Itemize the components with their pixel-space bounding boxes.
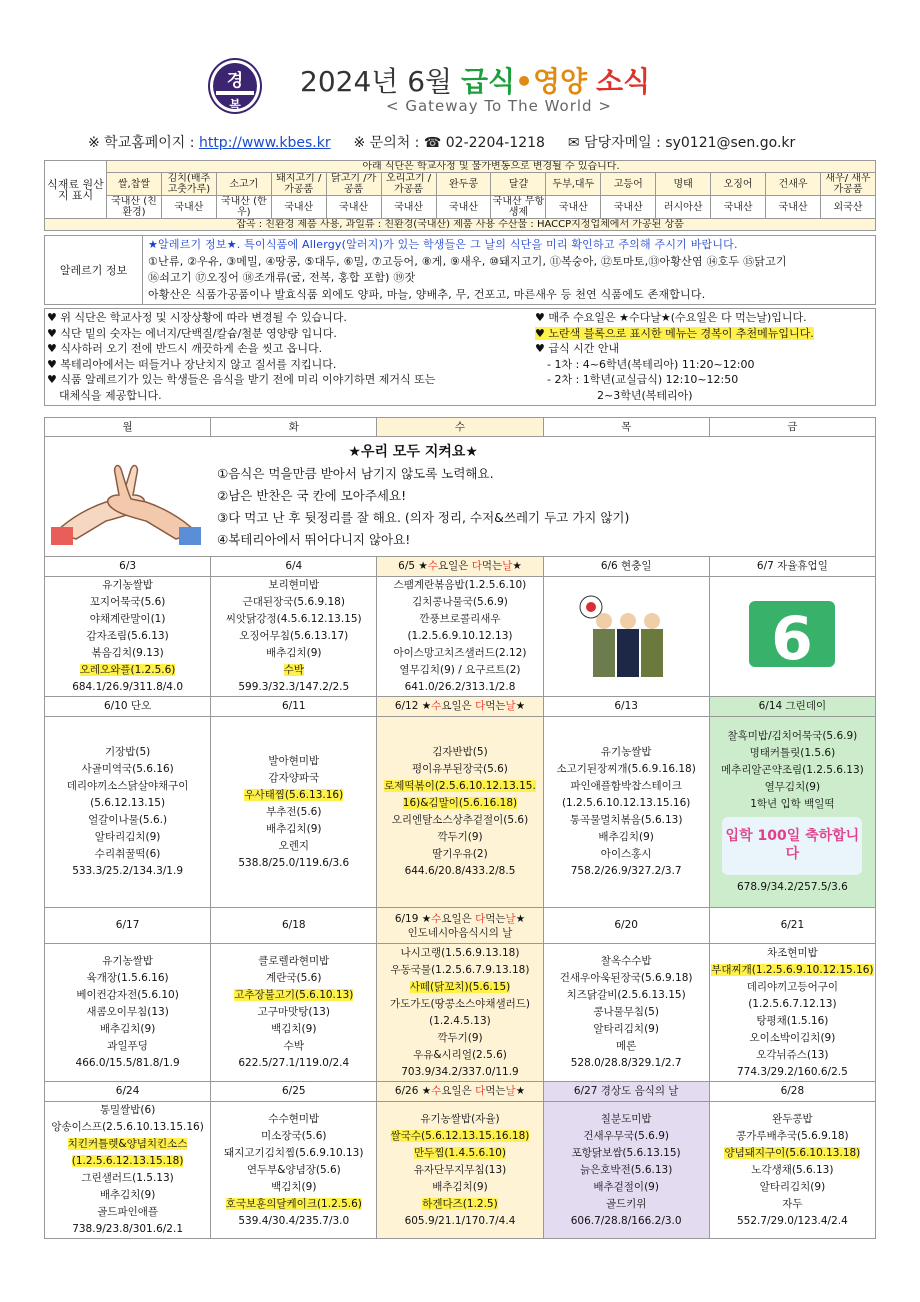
menu-item: 배추김치(9) [432, 1180, 488, 1193]
origin-value: 국내산 [326, 196, 381, 219]
menu-item: (5.6.12.13.15) [90, 797, 166, 809]
note-time-2: - 2차 : 1학년(교실급식) 12:10~12:50 [547, 373, 739, 386]
weekday-header: 수 [377, 418, 543, 437]
origin-value: 국내산 (친환경) [107, 196, 162, 219]
pinky-promise-illustration [51, 447, 201, 547]
nutrition-values: 758.2/26.9/327.2/3.7 [570, 865, 682, 877]
origin-value: 국내산 [601, 196, 656, 219]
email-label: 담당자메일 : [584, 135, 661, 151]
menu-item: 평이유부된장국(5.6) [412, 763, 508, 775]
menu-item: 수박 [283, 664, 304, 676]
menu-item: (1.2.5.6.9.10.12.13) [407, 630, 513, 642]
menu-item: 육개장(1.5.6.16) [86, 972, 169, 984]
menu-item: 건새우무국(5.6.9) [583, 1129, 669, 1142]
menu-item: 배추김치(9) [266, 647, 322, 659]
menu-item: 통밀쌀밥(6) [99, 1104, 156, 1116]
origin-value: 국내산 무항생제 [492, 196, 545, 218]
menu-0610 [45, 717, 211, 908]
menu-0611 [211, 717, 377, 908]
note-left-item: ♥ 식단 밑의 숫자는 에너지/단백질/칼슘/철분 영양량 입니다. [47, 326, 337, 340]
menu-item: 돼지고기김치찜(5.6.9.10.13) [224, 1146, 364, 1159]
phone-number: 02-2204-1218 [445, 135, 545, 151]
origin-item: 새우/ 새우가공품 [820, 173, 875, 196]
date-0618: 6/18 [211, 908, 377, 944]
origin-value: 국내산 [381, 196, 436, 219]
menu-item: 새콤오이무침(13) [86, 1006, 169, 1018]
wed-eat-all-tag: 6/19 ★수요일은 다먹는날★ [394, 912, 526, 925]
origin-row-label: 식재료 원산지 표시 [45, 161, 107, 219]
origin-item: 건새우 [766, 173, 821, 196]
menu-item: 오리엔탈소스상추겉절이(5.6) [391, 814, 529, 826]
menu-item: 김치콩나물국(5.6.9) [412, 596, 508, 608]
origin-item: 오징어 [711, 173, 766, 196]
menu-item: 발아현미밥 [268, 754, 320, 767]
school-logo [210, 60, 260, 112]
title-dot: • [515, 65, 533, 98]
note-left-item: ♥ 식품 알레르기가 있는 학생들은 음식을 받기 전에 미리 이야기하면 제거식 또는 [47, 373, 436, 386]
date-0606: 6/6 현충일 [543, 557, 709, 577]
menu-0605 [377, 577, 543, 697]
menu-item: 미소장국(5.6) [261, 1129, 327, 1142]
date-0620: 6/20 [543, 908, 709, 944]
origin-value: 국내산 [546, 196, 601, 219]
menu-item: 감자양파국 [268, 771, 320, 784]
menu-item: 열무김치(9) [764, 781, 821, 793]
note-left-item: 대체식을 제공합니다. [59, 388, 162, 402]
date-0626 [377, 1082, 543, 1102]
menu-item: 완두콩밥 [772, 1112, 813, 1125]
origin-item: 두부,대두 [546, 173, 601, 196]
date-0604: 6/4 [211, 557, 377, 577]
menu-item: (1.2.5.6.10.12.13.15.16) [561, 797, 691, 809]
menu-item: 탕평채(1.5.16) [756, 1014, 829, 1027]
menu-item: 김자반밥(5) [432, 746, 488, 758]
origin-value: 외국산 [820, 196, 875, 219]
date-0627: 6/27 경상도 음식의 날 [543, 1082, 709, 1102]
menu-item: 찰흑미밥/김치어묵국(5.6.9) [727, 730, 858, 742]
menu-item: 배추김치(9) [266, 822, 322, 835]
logo-bottom-text: 복 [229, 98, 241, 112]
allergy-line-4: 아황산은 식품가공품이나 발효식품 외에도 양파, 마늘, 양배추, 무, 건포고, 마른새우 등 천연 식품에도 존재합니다. [148, 287, 706, 301]
date-0619 [377, 908, 543, 944]
note-wednesday: ♥ 매주 수요일은 ★수다날★(수요일은 다 먹는날)입니다. [535, 311, 807, 324]
date-0621: 6/21 [709, 908, 875, 944]
menu-item: 배추김치(9) [99, 1023, 156, 1035]
meal-calendar [44, 417, 876, 1239]
menu-item: 꼬지어묵국(5.6) [89, 596, 166, 608]
menu-item: 알타리김치(9) [759, 1180, 826, 1193]
menu-0612 [377, 717, 543, 908]
phone-icon: ☎ [423, 135, 442, 151]
note-left-item: ♥ 위 식단은 학교사정 및 시장상황에 따라 변경될 수 있습니다. [47, 311, 347, 324]
title-date: 2024년 6월 [300, 65, 453, 98]
origin-value: 국내산 [271, 196, 326, 219]
menu-item: 콩가루배추국(5.6.9.18) [736, 1129, 849, 1142]
allergy-line-2: ①난류, ②우유, ③메밀, ④땅콩, ⑤대두, ⑥밀, ⑦고등어, ⑧게, ⑨새우, ⑩돼지고기, ⑪복숭아, ⑫토마토,⑬아황산염 ⑭호두 ⑮닭고기 [148, 254, 787, 268]
nutrition-values: 552.7/29.0/123.4/2.4 [736, 1214, 848, 1227]
menu-item: 그린샐러드(1.5.13) [81, 1172, 174, 1184]
note-time-1: - 1차 : 4~6학년(복테리아) 11:20~12:00 [547, 357, 755, 371]
menu-item: 기장밥(5) [104, 746, 151, 758]
date-0617: 6/17 [45, 908, 211, 944]
menu-item: (1.2.5.6.7.12.13) [748, 997, 837, 1010]
menu-item: 얼갈이나물(5.6.) [88, 814, 168, 826]
menu-item: 딸기우유(2) [432, 848, 488, 860]
menu-0627 [543, 1102, 709, 1239]
menu-item: 수수현미밥 [268, 1112, 320, 1125]
menu-item: 열무김치(9) / 요구르트(2) [399, 664, 521, 676]
page-subtitle: < Gateway To The World > [386, 97, 612, 115]
title-word-2: 영양 [533, 65, 588, 98]
menu-0624 [45, 1102, 211, 1239]
date-0614: 6/14 그린데이 [709, 697, 875, 717]
memorial-day-cell [543, 577, 709, 697]
rule-2: ②남은 반찬은 국 칸에 모아주세요! [217, 488, 407, 503]
menu-item: 골드키위 [605, 1197, 647, 1210]
menu-item: 가도가도(땅콩소스야채샐러드) [389, 997, 530, 1010]
contact-line [88, 132, 795, 152]
menu-item: 소고기된장찌개(5.6.9.16.18) [556, 763, 696, 775]
note-left-item: ♥ 식사하러 오기 전에 반드시 깨끗하게 손을 씻고 옵니다. [47, 342, 323, 355]
notice-box [44, 308, 876, 406]
menu-item: 베이컨감자전(5.6.10) [76, 989, 179, 1001]
menu-item: 노각생채(5.6.13) [751, 1163, 834, 1176]
menu-item: 치즈닭갈비(2.5.6.13.15) [566, 989, 686, 1001]
menu-item: 쌀국수(5.6.12.13.15.16.18) [390, 1129, 530, 1142]
weekday-header: 월 [45, 418, 211, 437]
mail-icon: ✉ [567, 135, 580, 151]
menu-item: 배추겉절이(9) [593, 1180, 659, 1193]
nutrition-values: 528.0/28.8/329.1/2.7 [570, 1057, 682, 1069]
menu-item: 백김치(9) [271, 1023, 317, 1035]
nutrition-values: 605.9/21.1/170.7/4.4 [404, 1214, 516, 1227]
menu-item: 깍두기(9) [437, 1031, 483, 1044]
origin-notice: 아래 식단은 학교사정 및 물가변동으로 변경될 수 있습니다. [107, 161, 876, 173]
notes-left [47, 310, 535, 403]
allergy-line-1: ★알레르기 정보★. 특이식품에 Allergy(알러지)가 있는 학생들은 그 날의 식단을 미리 확인하고 주의해 주시기 바랍니다. [148, 238, 738, 251]
menu-item: 깍두기(9) [437, 831, 483, 843]
date-0607: 6/7 자율휴업일 [709, 557, 875, 577]
nutrition-values: 703.9/34.2/337.0/11.9 [401, 1065, 519, 1078]
menu-item: 부대찌개(1.2.5.6.9.10.12.15.16) [711, 963, 874, 976]
holiday-cell [709, 577, 875, 697]
origin-item: 김치(배추 고춧가루) [161, 173, 216, 196]
nutrition-values: 678.9/34.2/257.5/3.6 [736, 881, 848, 893]
menu-item: 오레오와플(1.2.5.6) [79, 664, 176, 676]
menu-item: 배추김치(9) [598, 831, 654, 843]
menu-item: 우유&시리얼(2.5.6) [413, 1048, 507, 1061]
note-time-title: ♥ 급식 시간 안내 [535, 342, 620, 355]
title-word-1: 급식 [460, 65, 516, 98]
menu-item: 사떼(닭꼬치)(5.6.15) [409, 980, 511, 993]
menu-item: 감자조림(5.6.13) [86, 630, 169, 642]
menu-item: 통곡물멸치볶음(5.6.13) [569, 814, 683, 826]
menu-item: 아이스망고치즈샐러드(2.12) [393, 647, 527, 659]
origin-value: 국내산 [711, 196, 766, 219]
nutrition-values: 533.3/25.2/134.3/1.9 [72, 865, 183, 877]
origin-table [44, 160, 876, 231]
origin-item: 닭고기 /가공품 [326, 173, 381, 196]
menu-item: 명태커틀릿(1.5.6) [749, 747, 836, 759]
menu-item: 보리현미밥 [268, 579, 320, 591]
menu-0626 [377, 1102, 543, 1239]
weekday-header: 목 [543, 418, 709, 437]
menu-0604 [211, 577, 377, 697]
wed-eat-all-tag: 6/26 ★수요일은 다먹는날★ [394, 1085, 526, 1097]
date-0610: 6/10 단오 [45, 697, 211, 717]
svg-text:6: 6 [771, 603, 814, 669]
nutrition-values: 644.6/20.8/433.2/8.5 [404, 865, 516, 877]
nutrition-values: 622.5/27.1/119.0/2.4 [238, 1057, 350, 1069]
menu-item: 메론 [616, 1040, 637, 1052]
allergy-line-3: ⑯쇠고기 ⑰오징어 ⑱조개류(굴, 전복, 홍합 포함) ⑲잣 [148, 271, 416, 284]
menu-item: 계란국(5.6) [266, 972, 322, 984]
june-six-illustration [747, 599, 837, 669]
menu-item: 로제떡볶이(2.5.6.10.12.13.15. [384, 780, 536, 792]
menu-0618 [211, 944, 377, 1082]
origin-item: 쌀,찹쌀 [107, 173, 162, 196]
origin-item: 소고기 [216, 173, 271, 196]
allergy-label: 알레르기 정보 [45, 236, 143, 304]
menu-item: 치킨커틀렛&양념치킨소스 [67, 1138, 188, 1150]
menu-item: 콩나물무침(5) [593, 1006, 659, 1018]
menu-item: 수리취꿀떡(6) [94, 848, 161, 860]
cake-banner: 입학 100일 축하합니다 [722, 817, 862, 875]
menu-item: (1.2.4.5.13) [429, 1014, 491, 1027]
note-time-3: 2~3학년(복테리아) [597, 388, 693, 402]
notes-right [535, 310, 875, 403]
origin-value: 국내산 [161, 196, 216, 219]
note-recommended: ♥ 노란색 블록으로 표시한 메뉴는 경복이 추천메뉴입니다. [535, 326, 814, 340]
menu-item: 백김치(9) [271, 1180, 317, 1193]
origin-item: 명태 [656, 173, 711, 196]
nutrition-values: 774.3/29.2/160.6/2.5 [736, 1065, 848, 1078]
logo-top-text: 경 [226, 71, 244, 91]
origin-item: 완두콩 [436, 173, 491, 196]
menu-item: 유기농쌀밥 [102, 579, 153, 591]
menu-item: 유기농쌀밥(자율) [420, 1112, 500, 1125]
menu-item: 파인애플함박찹스테이크 [570, 780, 682, 792]
menu-0625 [211, 1102, 377, 1239]
phone-label: ※ 문의처 : [353, 135, 420, 151]
date-0612 [377, 697, 543, 717]
menu-item: 양념돼지구이(5.6.10.13.18) [724, 1146, 861, 1159]
nutrition-values: 599.3/32.3/147.2/2.5 [238, 681, 350, 693]
rule-3: ③다 먹고 난 후 뒷정리를 잘 해요. (의자 정리, 수저&쓰레기 두고 가지 않기) [217, 510, 630, 525]
allergy-box [44, 235, 876, 305]
origin-item: 고등어 [601, 173, 656, 196]
menu-0603 [45, 577, 211, 697]
date-0611: 6/11 [211, 697, 377, 717]
menu-item: 만두찜(1.4.5.6.10) [413, 1146, 506, 1159]
page-title [300, 60, 650, 100]
nutrition-values: 466.0/15.5/81.8/1.9 [75, 1057, 180, 1069]
weekday-header: 화 [211, 418, 377, 437]
menu-item: 고구마맛탕(13) [257, 1006, 330, 1018]
date-0628: 6/28 [709, 1082, 875, 1102]
origin-value: 국내산 [436, 196, 491, 219]
menu-item: 찰옥수수밥 [600, 955, 652, 967]
nutrition-values: 684.1/26.9/311.8/4.0 [72, 681, 183, 693]
menu-item: 깐풍브로콜리새우 [419, 613, 501, 625]
nutrition-values: 606.7/28.8/166.2/3.0 [570, 1214, 682, 1227]
menu-item: 알타리김치(9) [593, 1023, 659, 1035]
menu-item: 부추전(5.6) [266, 805, 322, 818]
nutrition-values: 738.9/23.8/301.6/2.1 [72, 1223, 183, 1235]
menu-item: 우동국물(1.2.5.6.7.9.13.18) [390, 963, 530, 976]
menu-item: 유기농쌀밥 [102, 955, 153, 967]
menu-0621 [709, 944, 875, 1082]
wed-eat-all-tag: 6/5 ★수요일은 다먹는날★ [398, 560, 522, 572]
origin-item: 오리고기 /가공품 [381, 173, 436, 196]
date-0625: 6/25 [211, 1082, 377, 1102]
wed-sub-label: 인도네시아음식시의 날 [407, 926, 513, 939]
menu-item: 늙은호박전(5.6.13) [580, 1163, 673, 1176]
menu-0620 [543, 944, 709, 1082]
menu-0628 [709, 1102, 875, 1239]
note-left-item: ♥ 복테리아에서는 떠들거나 장난치지 않고 질서를 지킵니다. [47, 357, 337, 371]
menu-item: 사골미역국(5.6.16) [81, 763, 174, 775]
origin-value: 국내산 [766, 196, 821, 219]
menu-item: 볶음김치(9.13) [91, 647, 164, 659]
menu-item: 포항닭보쌈(5.6.13.15) [571, 1146, 681, 1159]
menu-item: 메추리알곤약조림(1.2.5.6.13) [720, 764, 864, 776]
menu-item: 유기농쌀밥 [600, 746, 652, 758]
menu-item: 1학년 입학 백일떡 [750, 798, 835, 810]
email-address: sy0121@sen.go.kr [665, 135, 796, 151]
menu-0613 [543, 717, 709, 908]
menu-item: 수박 [283, 1040, 304, 1052]
menu-item: 스팸계란볶음밥(1.2.5.6.10) [393, 579, 527, 591]
menu-item: 차조현미밥 [767, 946, 818, 959]
nutrition-values: 539.4/30.4/235.7/3.0 [238, 1214, 350, 1227]
menu-item: 칠분도미밥 [600, 1112, 652, 1125]
weekday-header: 금 [709, 418, 875, 437]
homepage-link[interactable]: http://www.kbes.kr [198, 135, 331, 151]
rule-1: ①음식은 먹을만큼 받아서 남기지 않도록 노력해요. [217, 466, 494, 481]
menu-item: 건새우아욱된장국(5.6.9.18) [559, 972, 693, 984]
menu-item: 데리야끼고등어구이 [746, 980, 839, 993]
menu-item: 클로렐라현미밥 [258, 955, 330, 967]
date-0613: 6/13 [543, 697, 709, 717]
menu-item: 나시고랭(1.5.6.9.13.18) [400, 946, 520, 959]
menu-0614 [709, 717, 875, 908]
menu-item: 과일푸딩 [107, 1040, 148, 1052]
menu-item: 근대된장국(5.6.9.18) [242, 596, 345, 608]
rule-4: ④복테리아에서 뛰어다니지 않아요! [217, 532, 411, 547]
menu-item: 씨앗닭강정(4.5.6.12.13.15) [225, 613, 362, 625]
menu-item: 알타리김치(9) [94, 831, 161, 843]
menu-item: 골드파인애플 [97, 1206, 159, 1218]
menu-0619 [377, 944, 543, 1082]
soldiers-salute-illustration [571, 589, 681, 679]
date-0603: 6/3 [45, 557, 211, 577]
menu-item: 자두 [782, 1197, 803, 1210]
origin-value: 러시아산 [656, 196, 711, 219]
menu-item: 오각뉘쥬스(13) [756, 1048, 829, 1061]
date-0605 [377, 557, 543, 577]
menu-item: 오징어무침(5.6.13.17) [239, 630, 349, 642]
menu-item: 우사태찜(5.6.13.16) [244, 788, 344, 801]
menu-item: 16)&김말이(5.6.16.18) [402, 797, 518, 809]
origin-footer: 잡곡 : 친환경 제품 사용, 과일류 : 친환경(국내산) 제품 사용 수산물 : HACCP지정업체에서 가공된 상품 [45, 219, 876, 231]
menu-item: 데리야끼소스닭살야채구이 [66, 780, 189, 792]
menu-item: 배추김치(9) [99, 1189, 156, 1201]
home-label: ※ 학교홈페이지 : [88, 135, 195, 151]
nutrition-values: 538.8/25.0/119.6/3.6 [238, 856, 350, 869]
menu-item: 아이스홍시 [600, 848, 652, 860]
origin-value: 국내산 (한우) [216, 196, 271, 219]
menu-item: 오이소박이김치(9) [749, 1031, 836, 1044]
title-word-3: 소식 [596, 65, 651, 98]
wed-eat-all-tag: 6/12 ★수요일은 다먹는날★ [394, 700, 526, 712]
menu-item: 유자단무지무침(13) [413, 1163, 507, 1176]
menu-item: 고추장불고기(5.6.10.13) [234, 989, 354, 1001]
menu-item: 오렌지 [278, 839, 309, 852]
rules-title: ★우리 모두 지켜요★ [348, 444, 478, 460]
menu-item: 연두부&양념장(5.6) [246, 1163, 341, 1176]
menu-item: 야채계란말이(1) [89, 613, 166, 625]
origin-item: 돼지고기 /가공품 [271, 173, 326, 196]
menu-item: (1.2.5.6.12.13.15.18) [71, 1155, 184, 1167]
menu-item: 하겐다즈(1.2.5) [422, 1197, 498, 1210]
menu-item: 호국보훈의달케이크(1.2.5.6) [225, 1197, 362, 1210]
menu-0617 [45, 944, 211, 1082]
origin-item: 달걀 [491, 173, 546, 196]
nutrition-values: 641.0/26.2/313.1/2.8 [404, 681, 516, 693]
rules-cell [45, 437, 876, 557]
logo-bar [216, 91, 254, 95]
menu-item: 앙송이스프(2.5.6.10.13.15.16) [51, 1121, 204, 1133]
date-0624: 6/24 [45, 1082, 211, 1102]
